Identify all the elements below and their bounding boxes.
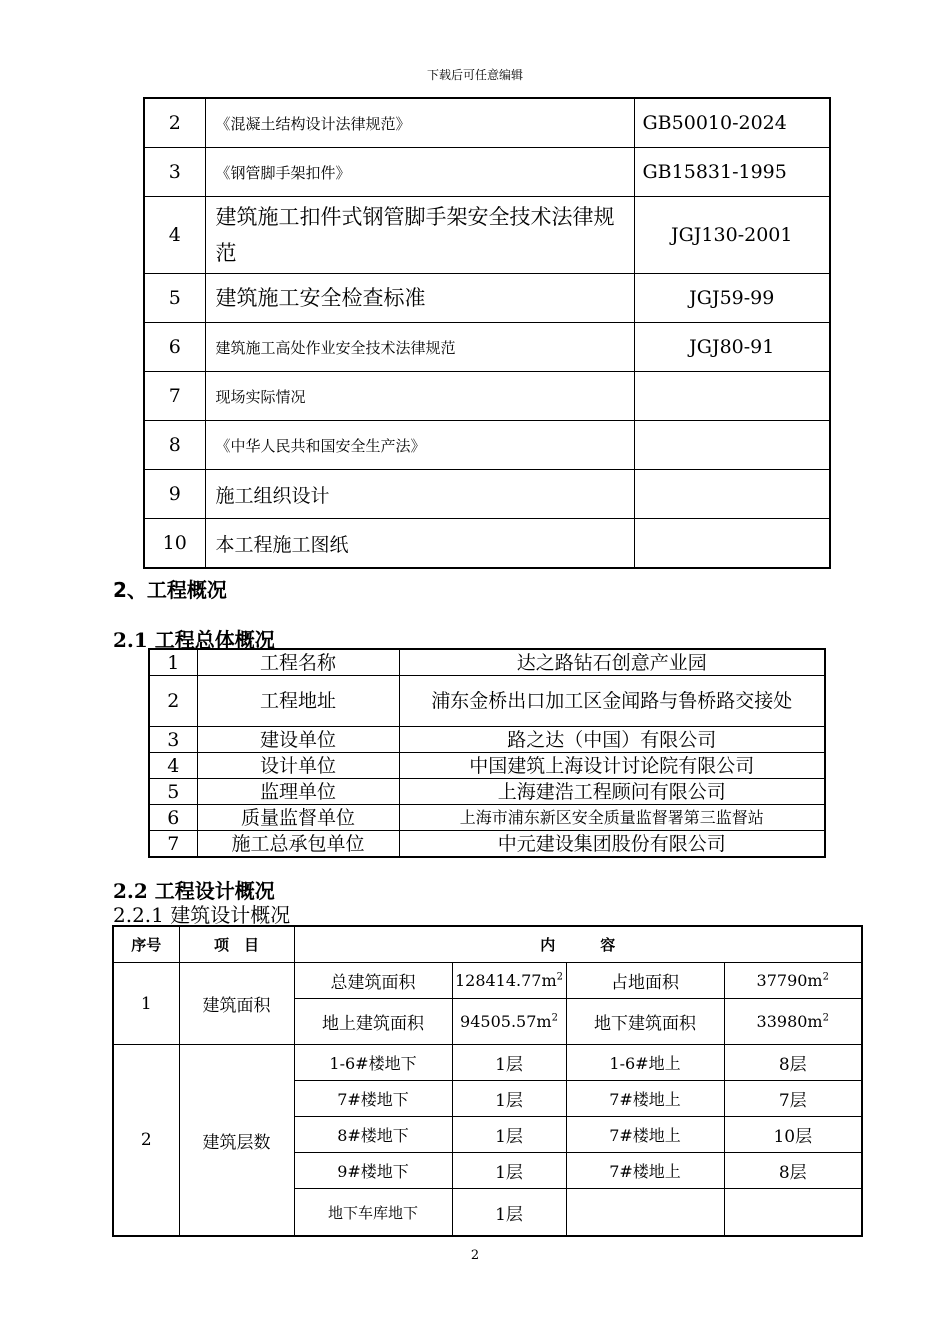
floor-cell: 1层 [452,1117,566,1153]
overview-item: 工程地址 [197,676,399,727]
table-row [144,421,830,470]
floor-cell: 1层 [452,1081,566,1117]
overview-value: 上海建浩工程顾问有限公司 [399,779,825,805]
subsection-heading: 2.2.1 建筑设计概况 [113,903,291,927]
overview-no: 1 [149,649,197,676]
above-area-label: 地上建筑面积 [294,999,452,1045]
table-row [144,197,830,274]
overview-value: 路之达（中国）有限公司 [399,727,825,753]
table-row [144,148,830,197]
table-row [144,519,830,569]
ref-name: 《中华人民共和国安全生产法》 [205,421,634,470]
overview-value: 中元建设集团股份有限公司 [399,831,825,858]
above-area-value: $94505.57m^2$ [452,999,566,1045]
overview-no: 2 [149,676,197,727]
header-item: 项 目 [179,926,294,963]
floor-cell: 1-6#地上 [566,1045,724,1081]
section-number: 2、 [113,578,147,602]
overview-item: 设计单位 [197,753,399,779]
floor-cell: 1层 [452,1189,566,1237]
table-row [144,372,830,421]
floor-cell: 10层 [724,1117,862,1153]
overview-item: 施工总承包单位 [197,831,399,858]
section-title: 工程概况 [146,578,227,602]
section-heading [113,574,227,603]
ref-code [634,421,830,470]
total-area-label: 总建筑面积 [294,963,452,999]
table-row [149,831,825,858]
ref-code: JGJ80-91 [634,323,830,372]
table-row [113,963,862,999]
references-table [143,97,831,569]
overview-no: 6 [149,805,197,831]
design-no: 2 [113,1045,179,1237]
floor-cell [724,1189,862,1237]
overview-no: 4 [149,753,197,779]
floor-cell: 7#楼地上 [566,1081,724,1117]
ref-name: 建筑施工高处作业安全技术法律规范 [205,323,634,372]
header-content: 内 容 [294,926,862,963]
ref-code: GB50010-2024 [634,98,830,148]
table-row [149,779,825,805]
ref-name: 建筑施工扣件式钢管脚手架安全技术法律规范 [205,197,634,274]
site-area-value: $37790m^2$ [724,963,862,999]
section-number: 2.2 [113,879,148,903]
ref-name: 《混凝土结构设计法律规范》 [205,98,634,148]
ref-no: 6 [144,323,205,372]
ref-code: GB15831-1995 [634,148,830,197]
design-item: 建筑层数 [179,1045,294,1237]
floor-cell: 8层 [724,1045,862,1081]
ref-no: 3 [144,148,205,197]
floor-cell: 7#楼地上 [566,1117,724,1153]
table-row [149,676,825,727]
ref-code [634,372,830,421]
section-number: 2.1 [113,628,148,652]
design-table [112,925,863,1237]
floor-cell: 8层 [724,1153,862,1189]
floor-cell: 1层 [452,1153,566,1189]
design-no: 1 [113,963,179,1045]
overview-item: 工程名称 [197,649,399,676]
ref-name: 现场实际情况 [205,372,634,421]
floor-cell: 1层 [452,1045,566,1081]
total-area-value: $128414.77m^2$ [452,963,566,999]
table-row [113,1045,862,1081]
floor-cell [566,1189,724,1237]
ref-no: 4 [144,197,205,274]
ref-name: 施工组织设计 [205,470,634,519]
table-row [113,926,862,963]
below-area-value: $33980m^2$ [724,999,862,1045]
floor-cell: 9#楼地下 [294,1153,452,1189]
ref-no: 9 [144,470,205,519]
overview-no: 3 [149,727,197,753]
ref-name: 建筑施工安全检查标准 [205,274,634,323]
table-row [149,727,825,753]
table-row [149,753,825,779]
floor-cell: 7#楼地上 [566,1153,724,1189]
table-row [144,323,830,372]
table-row [144,98,830,148]
table-row [149,805,825,831]
table-row [144,274,830,323]
ref-code [634,519,830,569]
ref-no: 2 [144,98,205,148]
floor-cell: 8#楼地下 [294,1117,452,1153]
floor-cell: 7层 [724,1081,862,1117]
overview-value: 浦东金桥出口加工区金闻路与鲁桥路交接处 [399,676,825,727]
overview-item: 建设单位 [197,727,399,753]
ref-name: 本工程施工图纸 [205,519,634,569]
section-title: 工程总体概况 [154,628,275,652]
section-title: 工程设计概况 [154,879,275,903]
ref-no: 7 [144,372,205,421]
table-row [144,470,830,519]
overview-no: 5 [149,779,197,805]
overview-no: 7 [149,831,197,858]
floor-cell: 1-6#楼地下 [294,1045,452,1081]
overview-table [148,648,826,858]
page-number: 2 [470,1248,480,1263]
ref-no: 10 [144,519,205,569]
overview-value: 中国建筑上海设计讨论院有限公司 [399,753,825,779]
site-area-label: 占地面积 [566,963,724,999]
design-item: 建筑面积 [179,963,294,1045]
overview-item: 监理单位 [197,779,399,805]
floor-cell: 地下车库地下 [294,1189,452,1237]
ref-code [634,470,830,519]
table-row [149,649,825,676]
below-area-label: 地下建筑面积 [566,999,724,1045]
ref-code: JGJ130-2001 [634,197,830,274]
overview-value: 上海市浦东新区安全质量监督署第三监督站 [399,805,825,831]
ref-no: 5 [144,274,205,323]
floor-cell: 7#楼地下 [294,1081,452,1117]
ref-code: JGJ59-99 [634,274,830,323]
ref-no: 8 [144,421,205,470]
ref-name: 《钢管脚手架扣件》 [205,148,634,197]
header-no: 序号 [113,926,179,963]
overview-value: 达之路钻石创意产业园 [399,649,825,676]
page-header: 下载后可任意编辑 [426,68,523,82]
overview-item: 质量监督单位 [197,805,399,831]
